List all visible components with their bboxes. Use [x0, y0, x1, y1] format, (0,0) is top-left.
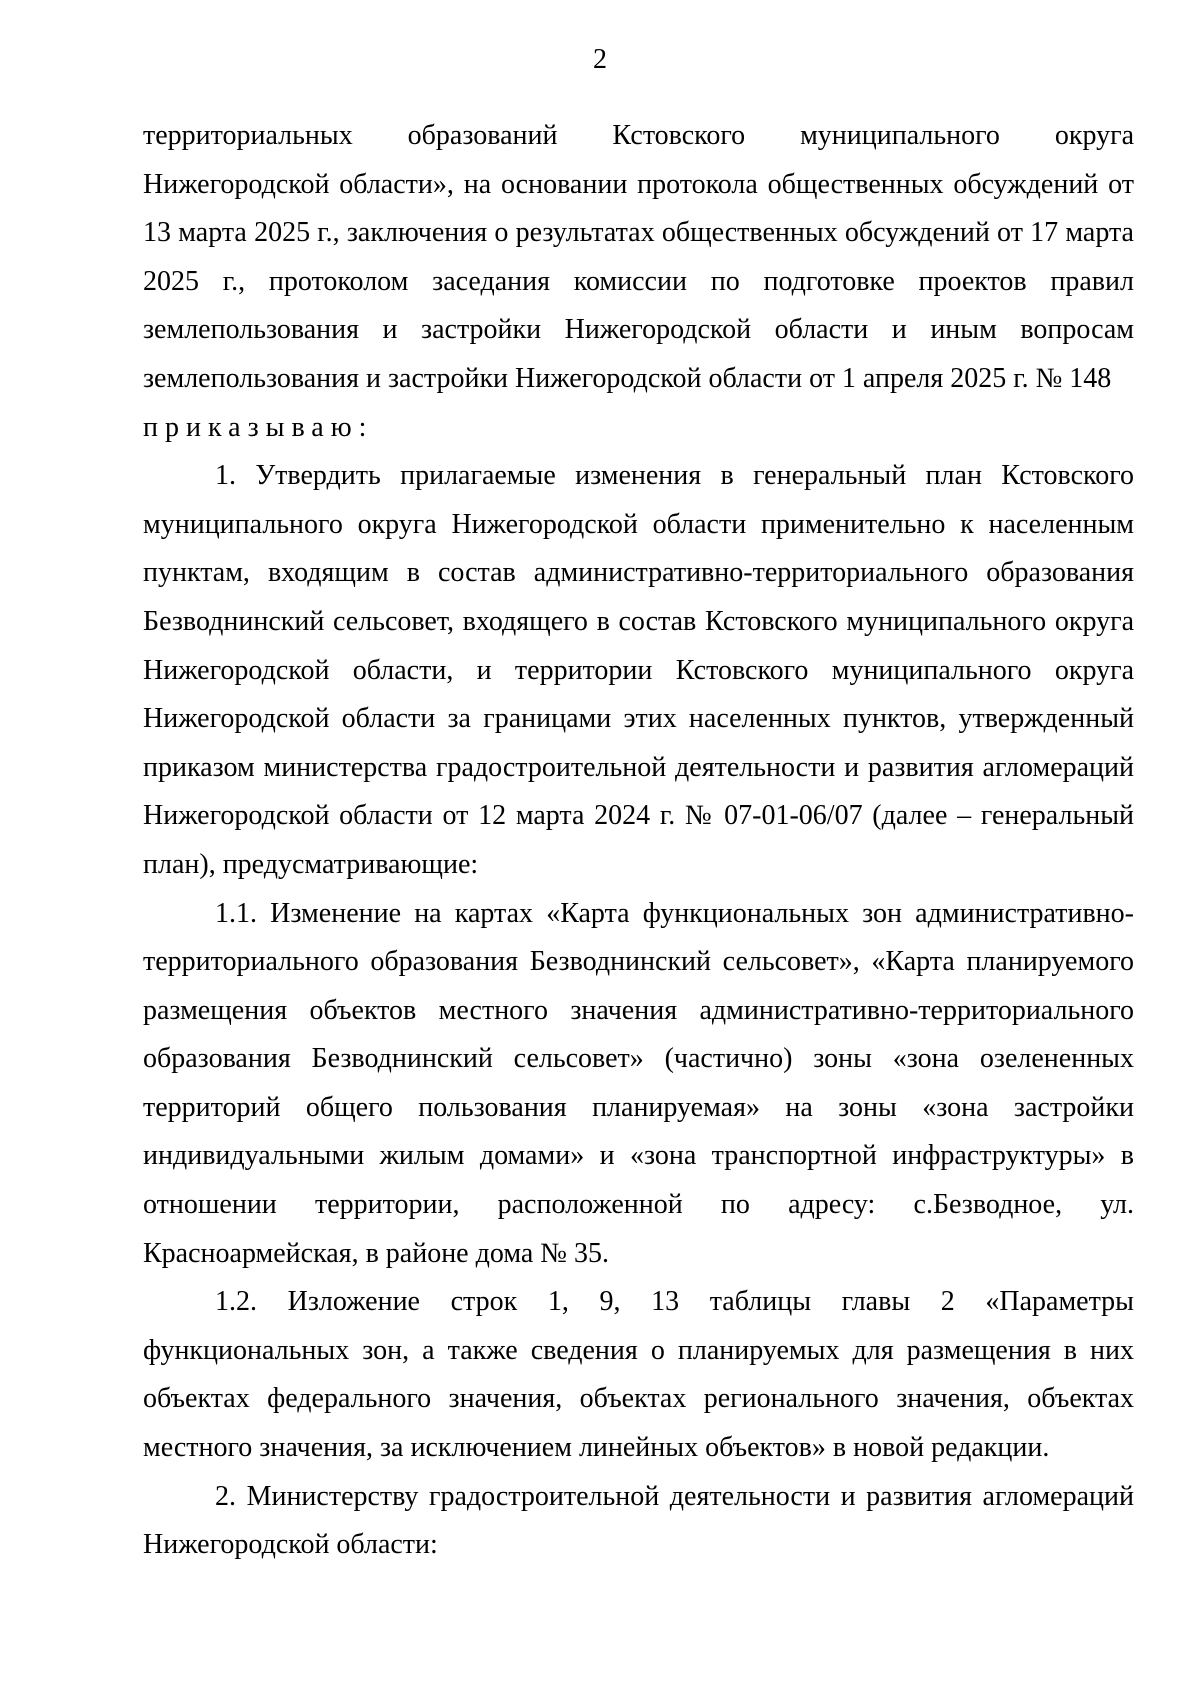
paragraph-item-1-2: 1.2. Изложение строк 1, 9, 13 таблицы главы 2 «Параметры функциональных зон, а также сведения о планируемых для размещения в них объектах федерального значения, объектах регионального значения, объектах местного значения, за исключением линейных объектов» в новой редакции. — [143, 1286, 1134, 1464]
page-number: 2 — [593, 44, 607, 75]
paragraph-preamble-continuation: территориальных образований Кстовского муниципального округа Нижегородской области», на основании протокола общественных обсуждений от 13 марта 2025 г., заключения о результатах общественных обсуждений от 17 марта 2025 г., протоколом заседания комиссии по подготовке проектов правил землепользования и застройки Нижегородской области и иным вопросам землепользования и застройки Нижегородской области от 1 апреля 2025 г. № 148 — [143, 120, 1134, 394]
paragraph-item-1: 1. Утвердить прилагаемые изменения в генеральный план Кстовского муниципального округа Нижегородской области применительно к населенным пунктам, входящим в состав административно-территориального образования Безводнинский сельсовет, входящего в состав Кстовского муниципального округа Нижегородской области, и территории Кстовского муниципального округа Нижегородской области за границами этих населенных пунктов, утвержденный приказом министерства градостроительной деятельности и развития агломераций Нижегородской области от 12 марта 2024 г. № 07-01-06/07 (далее – генеральный план), предусматривающие: — [143, 460, 1134, 880]
paragraph-order-word: приказываю: — [143, 411, 374, 443]
document-body — [143, 112, 1134, 1570]
paragraph-item-2: 2. Министерству градостроительной деятельности и развития агломераций Нижегородской области: — [143, 1480, 1134, 1561]
paragraph-item-1-1: 1.1. Изменение на картах «Карта функциональных зон административно-территориального образования Безводнинский сельсовет», «Карта планируемого размещения объектов местного значения административно-территориального образования Безводнинский сельсовет» (частично) зоны «зона озелененных территорий общего пользования планируемая» на зоны «зона застройки индивидуальными жилым домами» и «зона транспортной инфраструктуры» в отношении территории, расположенной по адресу: с.Безводное, ул. Красноармейская, в районе дома № 35. — [143, 897, 1134, 1269]
